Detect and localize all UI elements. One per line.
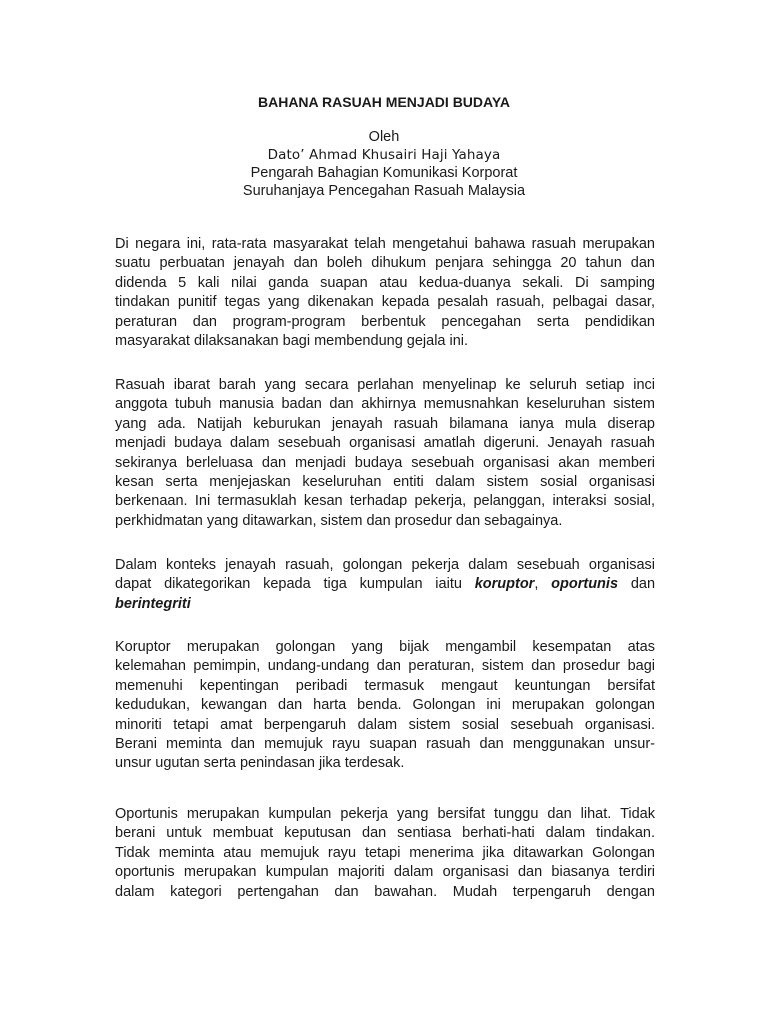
paragraph-line: Tidak meminta atau memujuk rayu tetapi menerima jika ditawarkan Golongan xyxy=(115,844,655,861)
paragraph-line: kedudukan, kewangan dan harta benda. Golongan ini merupakan golongan xyxy=(115,697,655,714)
term-berintegriti: berintegriti xyxy=(115,595,191,612)
paragraph-line: anggota tubuh manusia badan dan akhirnya memusnahkan keseluruhan sistem xyxy=(115,396,655,413)
paragraph-line: oportunis merupakan kumpulan majoriti dalam organisasi dan biasanya terdiri xyxy=(115,864,655,881)
paragraph-4 xyxy=(115,638,655,774)
paragraph-line: unsur ugutan serta penindasan jika terdesak. xyxy=(115,755,405,772)
line-text: dapat dikategorikan kepada tiga kumpulan iaitu xyxy=(115,576,462,593)
paragraph-line: menjadi budaya dalam sesebuah organisasi amatlah digeruni. Jenayah rasuah xyxy=(115,435,655,452)
paragraph-line: berkenaan. Ini termasuklah kesan terhadap pekerja, pelanggan, interaksi sosial, xyxy=(115,493,655,510)
paragraph-line: dalam kategori pertengahan dan bawahan. Mudah terpengaruh dengan xyxy=(115,883,655,900)
line-text: dan xyxy=(630,576,656,593)
paragraph-line: peraturan dan program-program berbentuk pencegahan serta pendidikan xyxy=(115,313,655,330)
paragraph-line: sekiranya berleluasa dan menjadi budaya sesebuah organisasi akan memberi xyxy=(115,454,655,471)
paragraph-line: minoriti tetapi amat berpengaruh dalam sistem sosial sesebuah organisasi. xyxy=(115,716,655,733)
byline-author: Dato’ Ahmad Khusairi Haji Yahaya xyxy=(267,147,501,163)
paragraph-line: Dalam konteks jenayah rasuah, golongan pekerja dalam sesebuah organisasi xyxy=(115,557,655,573)
paragraph-line: masyarakat dilaksanakan bagi membendung gejala ini. xyxy=(115,332,469,349)
paragraph-3 xyxy=(115,556,655,614)
paragraph-line: kesan serta menjejaskan keseluruhan entiti dalam sistem sosial organisasi xyxy=(115,473,655,490)
byline-organization: Suruhanjaya Pencegahan Rasuah Malaysia xyxy=(242,183,526,199)
paragraph-line: yang ada. Natijah keburukan jenayah rasuah bilamana ianya mula diserap xyxy=(115,415,655,432)
byline-position: Pengarah Bahagian Komunikasi Korporat xyxy=(250,165,518,181)
paragraph-line: suatu perbuatan jenayah dan boleh dihukum penjara sehingga 20 tahun dan xyxy=(115,255,655,272)
paragraph-1 xyxy=(115,235,655,351)
document-title: BAHANA RASUAH MENJADI BUDAYA xyxy=(257,94,511,110)
paragraph-line: kelemahan pemimpin, undang-undang dan peraturan, sistem dan prosedur bagi xyxy=(115,658,655,675)
paragraph-line xyxy=(115,595,655,614)
term-oportunis: oportunis xyxy=(551,576,619,593)
paragraph-line: Oportunis merupakan kumpulan pekerja yang bersifat tunggu dan lihat. Tidak xyxy=(115,806,655,822)
paragraph-line xyxy=(115,575,655,594)
paragraph-5 xyxy=(115,805,655,902)
paragraph-line: didenda 5 kali nilai ganda suapan atau kedua-duanya sekali. Di samping xyxy=(115,274,655,291)
byline-oleh: Oleh xyxy=(368,129,400,145)
term-koruptor: koruptor xyxy=(474,576,535,593)
paragraph-2 xyxy=(115,376,655,531)
paragraph-line: Di negara ini, rata-rata masyarakat telah mengetahui bahawa rasuah merupakan xyxy=(115,236,655,252)
paragraph-line: Koruptor merupakan golongan yang bijak mengambil kesempatan atas xyxy=(115,639,655,655)
paragraph-line: Berani meminta dan memujuk rayu suapan rasuah dan menggunakan unsur- xyxy=(115,735,655,752)
paragraph-line: memenuhi kepentingan peribadi termasuk mengaut keuntungan bersifat xyxy=(115,677,655,694)
paragraph-line: perkhidmatan yang ditawarkan, sistem dan prosedur dan sebagainya. xyxy=(115,512,563,529)
comma: , xyxy=(534,576,539,593)
paragraph-line: Rasuah ibarat barah yang secara perlahan menyelinap ke seluruh setiap inci xyxy=(115,377,655,393)
paragraph-line: berani untuk membuat keputusan dan sentiasa berhati-hati dalam tindakan. xyxy=(115,825,655,842)
paragraph-line: tindakan punitif tegas yang dikenakan kepada pesalah rasuah, pelbagai dasar, xyxy=(115,294,655,311)
byline xyxy=(0,128,768,200)
